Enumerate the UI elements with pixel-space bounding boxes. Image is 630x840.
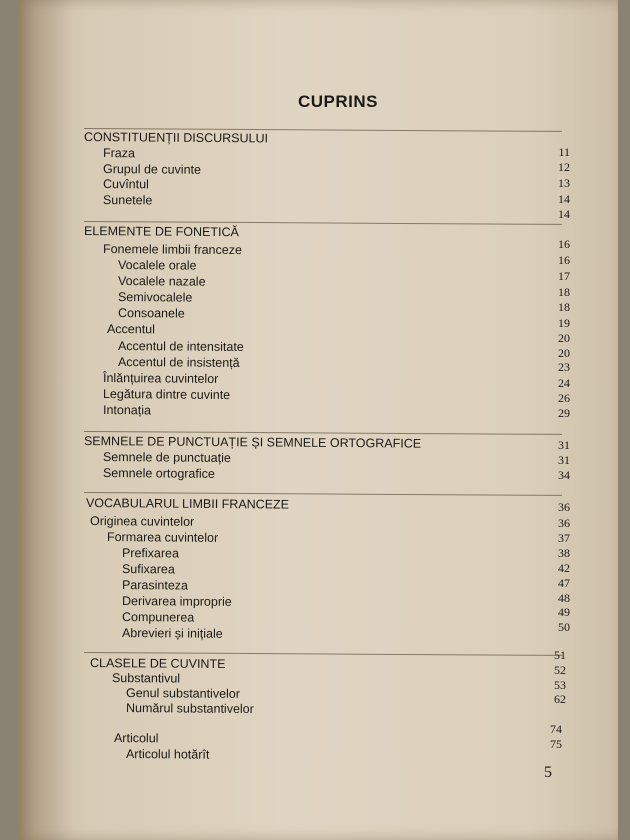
toc-section: CLASELE DE CUVINTE <box>89 656 226 672</box>
toc-entry: Derivarea improprie <box>121 594 232 609</box>
toc-entry: Compunerea <box>121 610 195 625</box>
toc-entry: Genul substantivelor <box>125 686 241 701</box>
toc-entry: Cuvîntul <box>102 177 149 192</box>
toc-page-number: 18 <box>558 300 570 314</box>
toc-page-number: 20 <box>558 331 570 345</box>
toc-page-number: 20 <box>558 346 570 360</box>
toc-entry: Accentul <box>106 322 156 337</box>
toc-page-number: 36 <box>558 516 570 530</box>
toc-page-number: 14 <box>558 192 570 206</box>
toc-section: CONSTITUENȚII DISCURSULUI <box>83 130 269 146</box>
toc-page-number: 16 <box>558 237 570 251</box>
toc-page-number: 38 <box>558 546 570 560</box>
toc-page-number: 23 <box>558 360 570 374</box>
toc-page-number: 62 <box>554 692 566 706</box>
toc-page-number: 16 <box>558 253 570 267</box>
toc-entry: Semnele ortografice <box>102 466 215 481</box>
toc-page-number: 12 <box>558 160 570 174</box>
toc-entry: Prefixarea <box>121 546 180 561</box>
toc-entry: Accentul de intensitate <box>117 339 244 354</box>
page-folio-number: 5 <box>544 764 552 781</box>
toc-page-number: 51 <box>554 648 566 662</box>
toc-entry: Parasinteza <box>121 578 189 593</box>
toc-page-number: 53 <box>554 678 566 692</box>
toc-page-number: 29 <box>558 406 570 420</box>
toc-entry: Articolul <box>113 731 159 746</box>
toc-page-number: 14 <box>558 207 570 221</box>
toc-entry: Semnele de punctuație <box>102 450 231 466</box>
toc-entry: Substantivul <box>111 671 181 686</box>
page-title: CUPRINS <box>297 92 378 111</box>
toc-entry: Grupul de cuvinte <box>102 162 202 177</box>
toc-page-number: 49 <box>558 605 570 619</box>
book-spine-shadow <box>18 0 73 840</box>
toc-page-number: 24 <box>558 376 570 390</box>
toc-entry: Originea cuvintelor <box>89 514 195 529</box>
toc-entry: Accentul de insistență <box>117 355 240 370</box>
toc-entry: Fraza <box>102 146 136 161</box>
toc-entry: Înlănțuirea cuvintelor <box>102 371 219 386</box>
toc-page-number: 75 <box>550 737 562 751</box>
toc-page-number: 36 <box>558 500 570 514</box>
toc-entry: Numărul substantivelor <box>125 701 254 717</box>
toc-page-number: 50 <box>558 620 570 634</box>
toc-page-number: 19 <box>558 316 570 330</box>
toc-page-number: 37 <box>558 531 570 545</box>
toc-entry: Abrevieri și inițiale <box>121 626 223 641</box>
toc-page-number: 47 <box>558 576 570 590</box>
toc-entry: Semivocalele <box>117 290 193 305</box>
toc-entry: Consoanele <box>117 306 185 321</box>
toc-entry: Sunetele <box>102 193 153 208</box>
toc-page-number: 48 <box>558 591 570 605</box>
toc-entry: Legătura dintre cuvinte <box>102 387 231 402</box>
toc-page-number: 34 <box>558 468 570 482</box>
toc-entry: Vocalele orale <box>117 258 197 273</box>
toc-page-number: 74 <box>550 722 562 736</box>
toc-page-number: 31 <box>558 438 570 452</box>
toc-page-number: 11 <box>558 145 570 159</box>
toc-entry: Sufixarea <box>121 562 175 577</box>
toc-page-number: 13 <box>558 176 570 190</box>
toc-entry: Formarea cuvintelor <box>106 530 219 545</box>
toc-entry: Intonația <box>102 403 152 418</box>
toc-entry: Vocalele nazale <box>117 274 206 289</box>
toc-page-number: 18 <box>558 285 570 299</box>
toc-page-number: 52 <box>554 663 566 677</box>
toc-page-number: 26 <box>558 391 570 405</box>
toc-page-number: 31 <box>558 453 570 467</box>
toc-entry: Fonemele limbii franceze <box>102 242 243 258</box>
toc-entry: Articolul hotărît <box>125 747 210 762</box>
toc-section: SEMNELE DE PUNCTUAȚIE ȘI SEMNELE ORTOGRAFICE <box>83 434 422 451</box>
toc-section: ELEMENTE DE FONETICĂ <box>83 224 239 240</box>
toc-page-number: 42 <box>558 561 570 575</box>
book-page <box>18 0 618 840</box>
toc-page-number: 17 <box>558 269 570 283</box>
toc-section: VOCABULARUL LIMBII FRANCEZE <box>85 496 290 512</box>
